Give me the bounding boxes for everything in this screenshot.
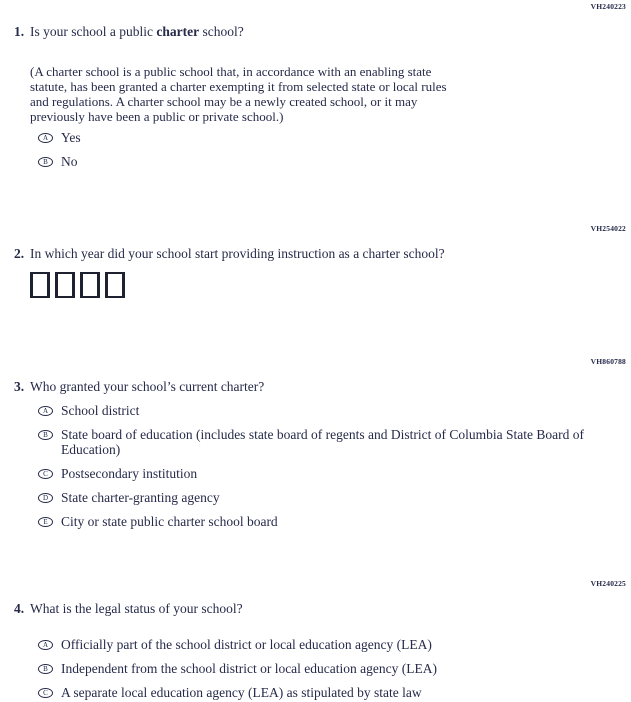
question-1-options	[0, 130, 631, 169]
option-row	[38, 661, 631, 676]
question-text: What is the legal status of your school?	[30, 601, 243, 616]
option-row	[38, 490, 631, 505]
option-row	[38, 514, 631, 529]
option-label: Yes	[61, 130, 81, 145]
option-label: A separate local education agency (LEA) as stipulated by state law	[61, 685, 422, 700]
question-1-definition-note	[0, 64, 631, 124]
note-line: statute, has been granted a charter exempting it from selected state or local rules	[30, 79, 447, 94]
note-line: previously have been a public or private school.)	[30, 109, 284, 124]
option-label: No	[61, 154, 78, 169]
option-label: Postsecondary institution	[61, 466, 198, 481]
option-row	[38, 154, 631, 169]
question-3-title	[0, 378, 631, 395]
answer-bubble-c[interactable]: C	[38, 469, 53, 479]
option-label: State charter-granting agency	[61, 490, 220, 505]
year-digit-box-3[interactable]	[80, 272, 100, 298]
option-row	[38, 403, 631, 418]
answer-bubble-a[interactable]: A	[38, 406, 53, 416]
option-label: Independent from the school district or local education agency (LEA)	[61, 661, 437, 676]
question-text-bold: charter	[156, 24, 200, 39]
option-row	[38, 685, 631, 700]
question-number: 1.	[14, 24, 25, 39]
question-4-section	[0, 579, 631, 702]
note-line: (A charter school is a public school that, in accordance with an enabling state	[30, 64, 432, 79]
question-text: Who granted your school’s current charter?	[30, 379, 265, 394]
question-1-title	[0, 23, 631, 40]
answer-bubble-a[interactable]: A	[38, 640, 53, 650]
accession-code: VH254022	[590, 224, 626, 233]
option-row	[38, 130, 631, 145]
option-label: City or state public charter school board	[61, 514, 278, 529]
answer-bubble-c[interactable]: C	[38, 688, 53, 698]
answer-bubble-b[interactable]: B	[38, 157, 53, 167]
answer-bubble-e[interactable]: E	[38, 517, 53, 527]
question-text-before: Is your school a public	[30, 24, 157, 39]
question-2-section	[0, 224, 631, 298]
answer-bubble-b[interactable]: B	[38, 664, 53, 674]
answer-bubble-d[interactable]: D	[38, 493, 53, 503]
accession-code: VH860788	[590, 357, 626, 366]
year-digit-box-1[interactable]	[30, 272, 50, 298]
question-text-after: school?	[199, 24, 244, 39]
option-row	[38, 427, 631, 457]
question-number: 2.	[14, 246, 25, 261]
year-digit-box-2[interactable]	[55, 272, 75, 298]
question-2-title	[0, 245, 631, 262]
question-number: 3.	[14, 379, 25, 394]
option-label: School district	[61, 403, 140, 418]
note-line: and regulations. A charter school may be a newly created school, or it may	[30, 94, 418, 109]
question-number: 4.	[14, 601, 25, 616]
question-4-title	[0, 600, 631, 617]
answer-bubble-a[interactable]: A	[38, 133, 53, 143]
option-label: State board of education (includes state board of regents and District of Columbia State Board of Education)	[61, 427, 584, 457]
question-4-options	[0, 637, 631, 700]
accession-code: VH240223	[590, 2, 626, 11]
question-3-section	[0, 357, 631, 538]
accession-code: VH240225	[590, 579, 626, 588]
question-1-section	[0, 2, 631, 178]
option-label: Officially part of the school district or local education agency (LEA)	[61, 637, 432, 652]
option-row	[38, 637, 631, 652]
answer-bubble-b[interactable]: B	[38, 430, 53, 440]
question-text: In which year did your school start providing instruction as a charter school?	[30, 246, 445, 261]
year-entry-boxes	[0, 272, 631, 298]
option-row	[38, 466, 631, 481]
year-digit-box-4[interactable]	[105, 272, 125, 298]
question-3-options	[0, 403, 631, 529]
